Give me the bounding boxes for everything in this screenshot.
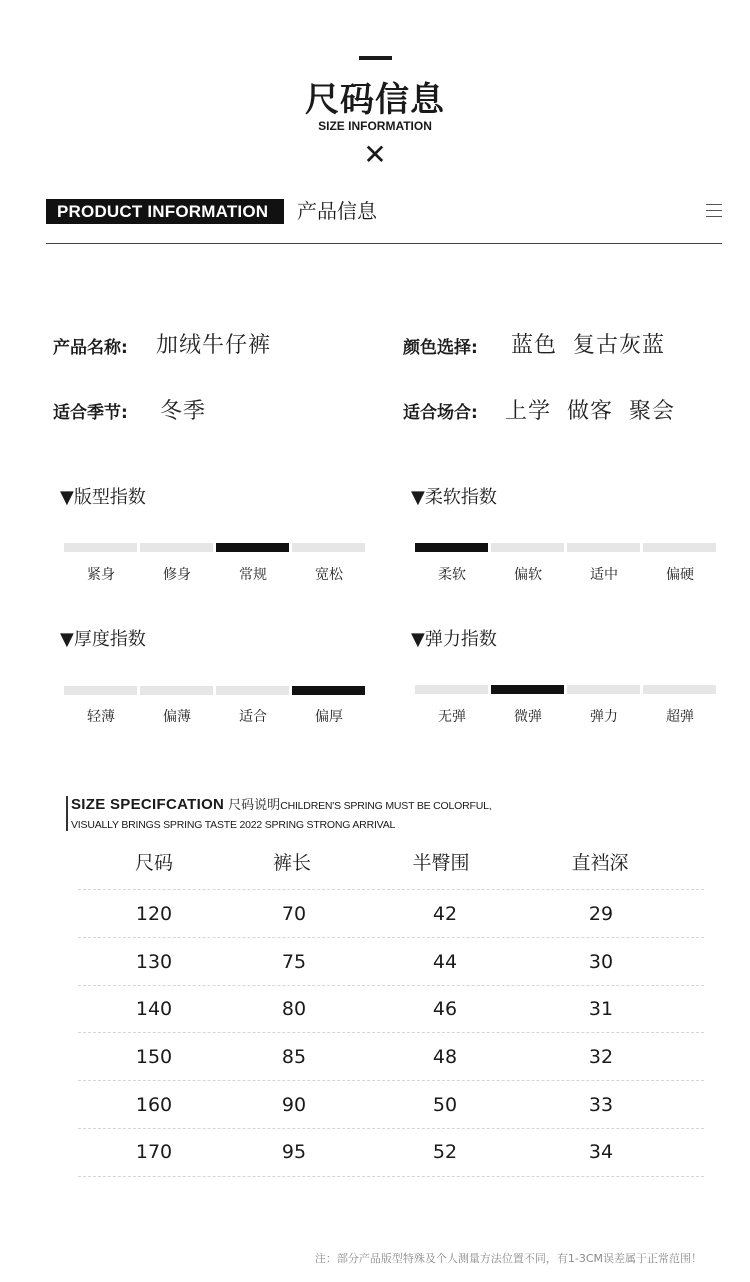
product-info-tag-cn: 产品信息	[297, 199, 377, 223]
page-title: 尺码信息	[305, 80, 445, 120]
table-cell: 30	[588, 951, 614, 973]
index-label: 偏硬	[666, 567, 694, 583]
table-cell: 50	[432, 1094, 458, 1116]
table-cell: 48	[432, 1046, 458, 1068]
product-info-tag: PRODUCT INFORMATION	[46, 199, 284, 224]
index-label: 弹力	[590, 709, 618, 725]
table-divider	[78, 1128, 704, 1129]
thickness-index-title: ▼厚度指数	[60, 629, 146, 650]
index-label: 偏薄	[163, 709, 191, 725]
table-cell: 80	[281, 998, 307, 1020]
table-header-rise: 直裆深	[571, 852, 629, 874]
table-cell: 29	[588, 903, 614, 925]
table-cell: 52	[432, 1141, 458, 1163]
spec-tagline-2: VISUALLY BRINGS SPRING TASTE 2022 SPRING STRONG ARRIVAL	[71, 819, 396, 831]
spec-title: SIZE SPECIFCATION	[71, 796, 225, 813]
table-divider	[78, 1080, 704, 1081]
table-divider	[78, 985, 704, 986]
index-label: 宽松	[315, 567, 343, 583]
table-divider	[78, 937, 704, 938]
table-cell: 150	[135, 1046, 173, 1068]
index-label: 紧身	[87, 567, 115, 583]
table-cell: 85	[281, 1046, 307, 1068]
table-cell: 170	[135, 1141, 173, 1163]
table-cell: 34	[588, 1141, 614, 1163]
product-name-value: 加绒牛仔裤	[156, 333, 272, 358]
table-cell: 130	[135, 951, 173, 973]
page-subtitle: SIZE INFORMATION	[318, 119, 432, 133]
color-key: 颜色选择:	[403, 338, 478, 358]
elasticity-index-title: ▼弹力指数	[411, 629, 497, 650]
color-value: 蓝色 复古灰蓝	[511, 333, 665, 358]
table-cell: 44	[432, 951, 458, 973]
table-header-size: 尺码	[134, 852, 173, 874]
index-label: 修身	[163, 567, 191, 583]
table-divider	[78, 1032, 704, 1033]
index-label: 轻薄	[87, 709, 115, 725]
season-value: 冬季	[160, 399, 207, 424]
table-cell: 70	[281, 903, 307, 925]
softness-index-title: ▼柔软指数	[411, 487, 497, 508]
table-cell: 90	[281, 1094, 307, 1116]
index-label: 适中	[590, 567, 618, 583]
index-label: 偏软	[514, 567, 542, 583]
index-label: 常规	[239, 567, 267, 583]
spec-tagline-1: CHILDREN'S SPRING MUST BE COLORFUL,	[280, 800, 492, 812]
table-cell: 75	[281, 951, 307, 973]
product-name-key: 产品名称:	[53, 338, 128, 358]
table-cell: 95	[281, 1141, 307, 1163]
table-header-length: 裤长	[272, 852, 311, 874]
table-cell: 33	[588, 1094, 614, 1116]
spec-title-cn: 尺码说明	[228, 798, 281, 813]
index-label: 柔软	[438, 567, 466, 583]
occasion-key: 适合场合:	[403, 403, 478, 423]
index-label: 微弹	[514, 709, 542, 725]
season-key: 适合季节:	[53, 403, 128, 423]
table-cell: 42	[432, 903, 458, 925]
occasion-value: 上学 做客 聚会	[505, 399, 675, 424]
index-label: 无弹	[438, 709, 466, 725]
index-label: 适合	[239, 709, 267, 725]
fit-index-title: ▼版型指数	[60, 487, 146, 508]
index-label: 超弹	[666, 709, 694, 725]
table-divider	[78, 889, 704, 890]
table-header-hip: 半臀围	[412, 852, 470, 874]
table-divider	[78, 1176, 704, 1177]
footnote: 注：部分产品版型特殊及个人测量方法位置不同，有1-3CM误差属于正常范围！	[314, 1252, 702, 1265]
table-cell: 140	[135, 998, 173, 1020]
table-cell: 31	[588, 998, 614, 1020]
cross-icon: ✕	[363, 138, 387, 171]
table-cell: 120	[135, 903, 173, 925]
table-cell: 160	[135, 1094, 173, 1116]
table-cell: 46	[432, 998, 458, 1020]
table-cell: 32	[588, 1046, 614, 1068]
index-label: 偏厚	[315, 709, 343, 725]
